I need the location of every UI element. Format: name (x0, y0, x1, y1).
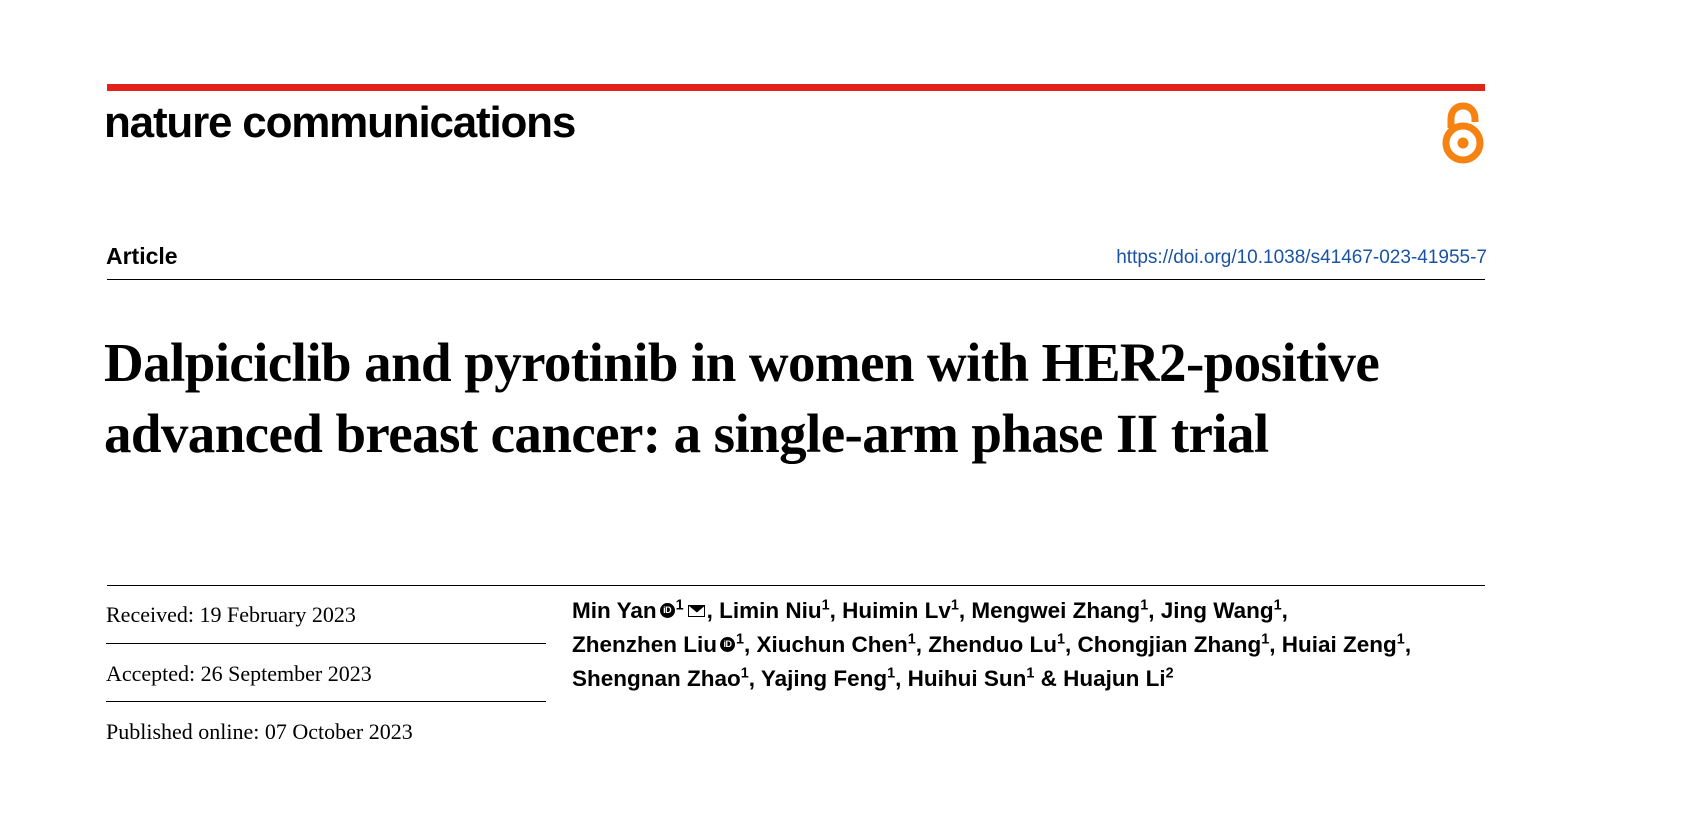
author-affiliation-marker: 2 (1165, 665, 1174, 682)
date-published: Published online: 07 October 2023 (106, 719, 413, 744)
author-affiliation-marker: 1 (1396, 631, 1405, 648)
author-zhenduo-lu: , Zhenduo Lu (915, 632, 1058, 658)
author-huajun-li: & Huajun Li (1034, 666, 1166, 692)
author-affiliation-marker: 1 (736, 631, 745, 648)
author-yajing-feng: , Yajing Feng (748, 666, 888, 692)
page-title: Dalpiciclib and pyrotinib in women with HER2-positive advanced breast cancer: a single-arm phase II trial (104, 331, 1380, 464)
header-divider (107, 279, 1485, 280)
email-icon[interactable] (688, 605, 705, 617)
open-access-icon (1437, 102, 1489, 164)
author-huihui-sun: , Huihui Sun (895, 666, 1027, 692)
author-jing-wang: , Jing Wang (1148, 598, 1274, 623)
author-zhenzhen-liu: Zhenzhen Liu (572, 632, 717, 658)
author-affiliation-marker: 1 (1140, 597, 1149, 614)
author-chongjian-zhang: , Chongjian Zhang (1065, 632, 1262, 658)
author-affiliation-marker: 1 (1026, 665, 1035, 682)
author-affiliation-marker: 1 (950, 597, 959, 614)
author-affiliation-marker: 1 (1261, 631, 1270, 648)
publication-dates (106, 585, 546, 760)
journal-masthead: nature communications (104, 98, 576, 147)
doi-link[interactable]: https://doi.org/10.1038/s41467-023-41955-7 (1116, 247, 1487, 268)
author-separator: , (1404, 632, 1412, 658)
author-huimin-lv: , Huimin Lv (829, 598, 951, 623)
author-huiai-zeng: , Huiai Zeng (1269, 632, 1397, 658)
author-affiliation-marker: 1 (675, 597, 684, 614)
author-separator: , (1281, 598, 1288, 623)
author-affiliation-marker: 1 (887, 665, 896, 682)
top-red-rule (107, 84, 1485, 91)
author-min-yan: Min Yan (572, 598, 657, 623)
article-type-label: Article (106, 243, 178, 269)
author-mengwei-zhang: , Mengwei Zhang (958, 598, 1141, 623)
author-affiliation-marker: 1 (740, 665, 749, 682)
author-affiliation-marker: 1 (1273, 597, 1282, 614)
date-received: Received: 19 February 2023 (106, 585, 546, 644)
author-shengnan-zhao: Shengnan Zhao (572, 666, 741, 692)
author-xiuchun-chen: , Xiuchun Chen (744, 632, 908, 658)
orcid-icon[interactable] (660, 603, 675, 618)
author-list (572, 594, 1485, 697)
date-accepted: Accepted: 26 September 2023 (106, 644, 546, 703)
author-affiliation-marker: 1 (821, 597, 830, 614)
author-limin-niu: , Limin Niu (706, 598, 822, 623)
orcid-icon[interactable] (720, 637, 735, 652)
author-affiliation-marker: 1 (907, 631, 916, 648)
author-affiliation-marker: 1 (1057, 631, 1066, 648)
